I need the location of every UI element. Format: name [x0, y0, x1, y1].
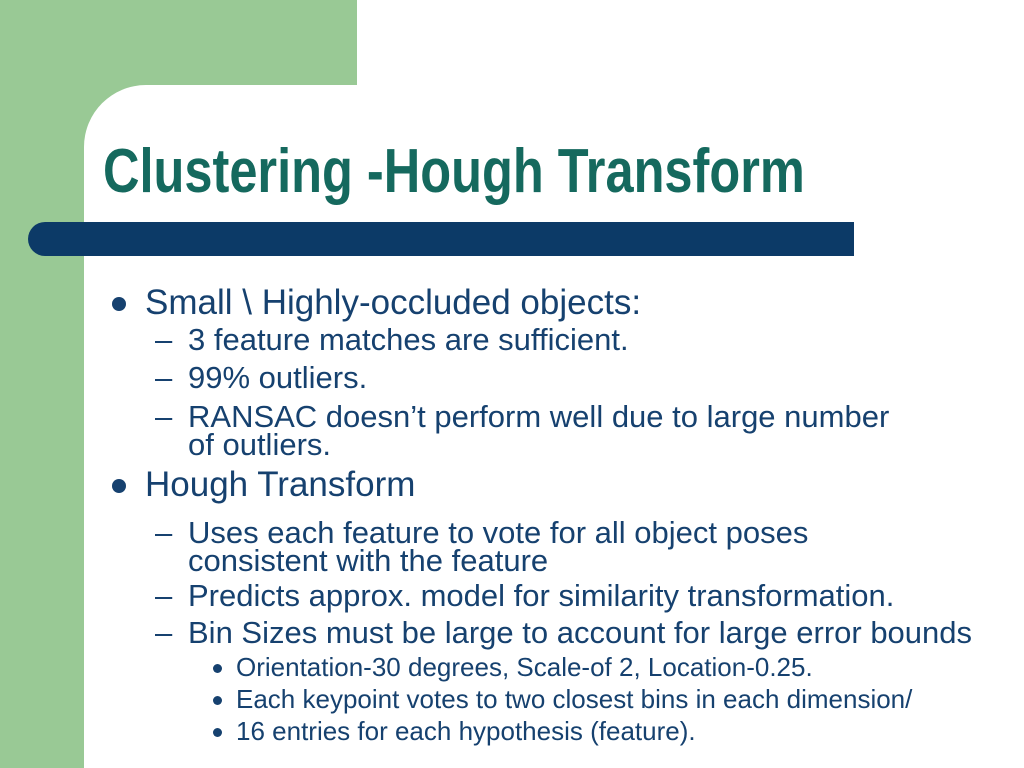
bullet-circle-icon	[112, 479, 126, 493]
list-item-label: Hough Transform	[145, 465, 416, 504]
list-item-label: RANSAC doesn’t perform well due to large number of outliers.	[188, 399, 890, 462]
list-item-label: Each keypoint votes to two closest bins in each dimension/	[236, 684, 913, 714]
list-item-label: 99% outliers.	[188, 360, 368, 395]
dash-bullet-icon: –	[155, 615, 173, 650]
slide-title: Clustering -Hough Transform	[103, 137, 805, 206]
dash-bullet-icon: –	[155, 360, 173, 395]
list-item-label: Bin Sizes must be large to account for large error bounds	[188, 615, 973, 650]
dash-bullet-icon: –	[155, 322, 173, 357]
list-item-label: Uses each feature to vote for all object poses consistent with the feature	[188, 515, 809, 578]
list-item-label: 3 feature matches are sufficient.	[188, 322, 629, 357]
dash-bullet-icon: –	[155, 399, 173, 434]
dash-bullet-icon: –	[155, 515, 173, 550]
bullet-circle-icon	[213, 696, 222, 705]
bullet-circle-icon	[213, 728, 222, 737]
dash-bullet-icon: –	[155, 578, 173, 613]
title-accent-bar	[28, 222, 854, 256]
list-item-label: Predicts approx. model for similarity transformation.	[188, 578, 895, 613]
green-background-left-strip	[0, 0, 84, 768]
list-item-label: Small \ Highly-occluded objects:	[145, 283, 642, 322]
list-item-label: 16 entries for each hypothesis (feature).	[236, 716, 696, 746]
list-item-label: Orientation-30 degrees, Scale-of 2, Location-0.25.	[236, 652, 813, 682]
bullet-circle-icon	[213, 664, 222, 673]
bullet-circle-icon	[112, 297, 126, 311]
